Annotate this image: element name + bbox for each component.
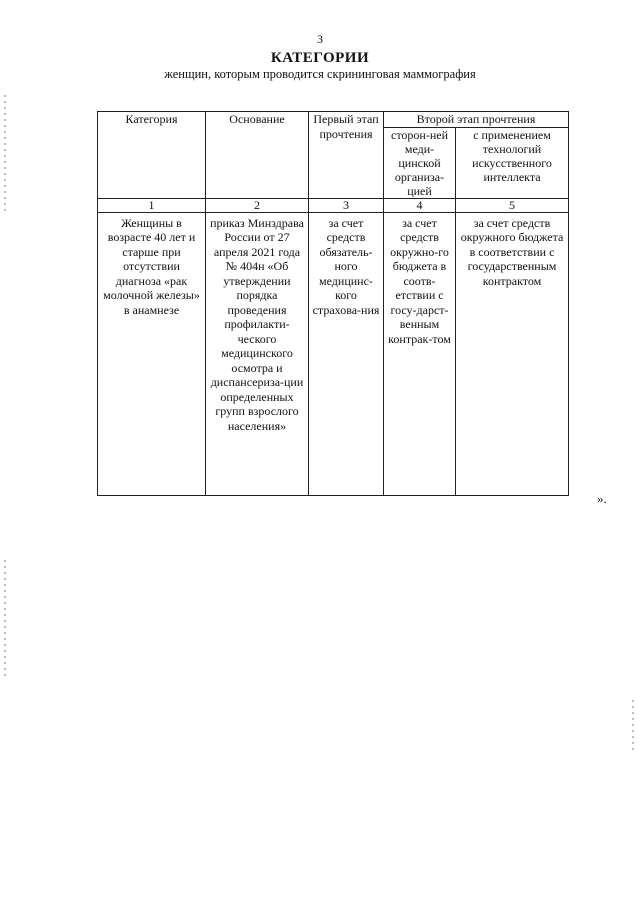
cell-first-stage: за счет средств обязатель-ного медицинс-кого страхова-ния [309, 212, 384, 495]
table-column-numbers-row [98, 198, 569, 212]
header-second-stage: Второй этап прочтения [384, 112, 569, 128]
header-second-stage-external: сторон-ней меди-цинской организа-цией [384, 127, 456, 198]
column-number: 2 [206, 198, 309, 212]
header-first-stage: Первый этап прочтения [309, 112, 384, 199]
document-title: КАТЕГОРИИ [270, 50, 370, 66]
cell-category: Женщины в возрасте 40 лет и старше при отсутствии диагноза «рак молочной железы» в анамнезе [98, 212, 206, 495]
header-category: Категория [98, 112, 206, 199]
scan-edge-left-top [4, 95, 6, 215]
cell-second-stage-external: за счет средств окружно-го бюджета в соотв-етствии с госу-дарст-венным контрак-том [384, 212, 456, 495]
page-number: 3 [317, 32, 323, 46]
categories-table [97, 111, 569, 496]
column-number: 4 [384, 198, 456, 212]
cell-basis: приказ Минздрава России от 27 апреля 2021 года № 404н «Об утверждении порядка проведения профилакти-ческого медицинского осмотра и диспансериза-ции определенных групп взрослого населения» [206, 212, 309, 495]
column-number: 5 [456, 198, 569, 212]
closing-quote-mark: ». [597, 491, 607, 506]
scan-edge-right [632, 700, 634, 750]
scan-edge-left-bottom [4, 560, 6, 680]
header-basis: Основание [206, 112, 309, 199]
document-subtitle: женщин, которым проводится скрининговая маммография [164, 67, 476, 81]
table-row [98, 212, 569, 495]
cell-second-stage-ai: за счет средств окружного бюджета в соответствии с государственным контрактом [456, 212, 569, 495]
table-header-row [98, 112, 569, 128]
column-number: 1 [98, 198, 206, 212]
header-second-stage-ai: с применением технологий искусственного интеллекта [456, 127, 569, 198]
column-number: 3 [309, 198, 384, 212]
